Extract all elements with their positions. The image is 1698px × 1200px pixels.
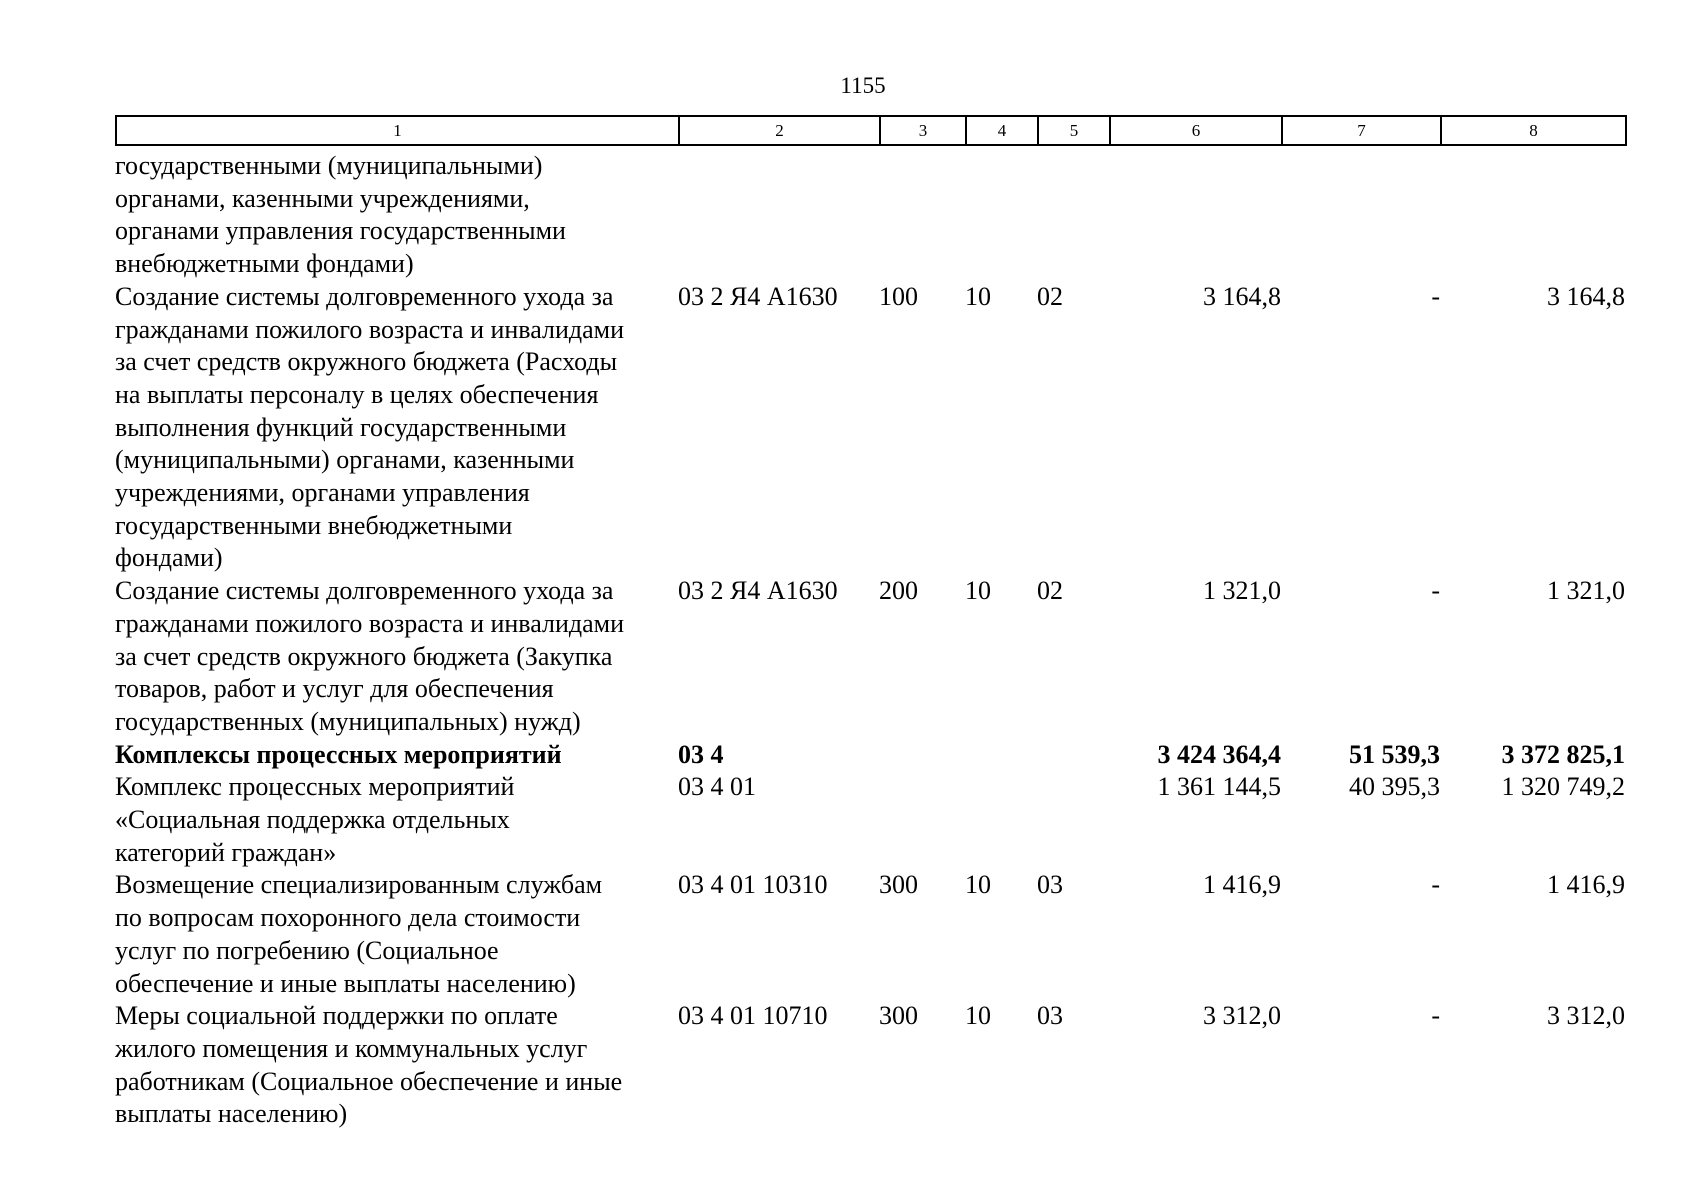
row-subsection: 03 xyxy=(1037,1001,1063,1031)
row-amount-federal: - xyxy=(1431,576,1440,606)
table-row xyxy=(115,739,1625,772)
description-line: Меры социальной поддержки по оплате xyxy=(115,1001,558,1031)
row-amount-regional: 3 312,0 xyxy=(1547,1001,1625,1031)
row-amount-federal xyxy=(1281,150,1440,281)
row-amount-total: 1 416,9 xyxy=(1203,870,1281,900)
row-section: 10 xyxy=(965,1001,991,1031)
row-amount-federal: 40 395,3 xyxy=(1349,772,1440,802)
row-code: 03 2 Я4 А1630 xyxy=(678,576,838,606)
row-description xyxy=(115,281,678,575)
header-cell-1: 1 xyxy=(116,116,679,145)
row-code: 03 4 01 10310 xyxy=(678,870,828,900)
description-line: государственных (муниципальных) нужд) xyxy=(115,706,581,736)
description-line: по вопросам похоронного дела стоимости xyxy=(115,903,581,933)
row-code xyxy=(678,150,879,281)
row-code: 03 2 Я4 А1630 xyxy=(678,281,838,311)
description-line: государственными внебюджетными xyxy=(115,510,513,540)
description-line: гражданами пожилого возраста и инвалидами xyxy=(115,608,625,638)
row-amount-total: 3 424 364,4 xyxy=(1157,739,1281,769)
description-line: товаров, работ и услуг для обеспечения xyxy=(115,674,554,704)
header-cell-6: 6 xyxy=(1110,116,1282,145)
table-row xyxy=(115,281,1625,575)
row-section xyxy=(965,150,1037,281)
description-line: фондами) xyxy=(115,543,223,573)
row-code: 03 4 xyxy=(678,739,724,769)
budget-table-body xyxy=(115,150,1625,1131)
row-amount-federal: - xyxy=(1431,281,1440,311)
table-row xyxy=(115,575,1625,739)
description-line: Возмещение специализированным службам xyxy=(115,870,603,900)
row-amount-total: 1 321,0 xyxy=(1203,576,1281,606)
row-amount-regional: 3 164,8 xyxy=(1547,281,1625,311)
row-amount-regional: 3 372 825,1 xyxy=(1501,739,1625,769)
row-subsection: 02 xyxy=(1037,281,1063,311)
description-line: Создание системы долговременного ухода за xyxy=(115,281,614,311)
row-expense-type: 300 xyxy=(879,870,918,900)
page-number: 1155 xyxy=(840,73,886,98)
row-subsection xyxy=(1037,739,1109,772)
row-code: 03 4 01 xyxy=(678,772,756,802)
description-line: Создание системы долговременного ухода за xyxy=(115,576,614,606)
row-subsection xyxy=(1037,150,1109,281)
column-number-header xyxy=(115,115,1627,146)
description-line: учреждениями, органами управления xyxy=(115,478,530,508)
description-line: государственными (муниципальными) xyxy=(115,151,543,180)
table-row xyxy=(115,869,1625,1000)
row-description xyxy=(115,575,678,739)
description-line: за счет средств окружного бюджета (Закупка xyxy=(115,641,613,671)
row-amount-total: 3 312,0 xyxy=(1203,1001,1281,1031)
row-amount-total xyxy=(1109,150,1281,281)
row-section: 10 xyxy=(965,281,991,311)
description-line: внебюджетными фондами) xyxy=(115,249,414,279)
row-description xyxy=(115,739,678,772)
row-expense-type: 100 xyxy=(879,281,918,311)
row-amount-regional: 1 416,9 xyxy=(1547,870,1625,900)
description-line: органами, казенными учреждениями, xyxy=(115,183,530,213)
row-amount-federal: - xyxy=(1431,870,1440,900)
table-row xyxy=(115,771,1625,869)
row-subsection xyxy=(1037,771,1109,869)
header-cell-5: 5 xyxy=(1038,116,1110,145)
row-amount-total: 3 164,8 xyxy=(1203,281,1281,311)
row-code: 03 4 01 10710 xyxy=(678,1001,828,1031)
description-line: «Социальная поддержка отдельных xyxy=(115,805,510,835)
description-line: жилого помещения и коммунальных услуг xyxy=(115,1033,588,1063)
row-amount-total: 1 361 144,5 xyxy=(1157,772,1281,802)
description-line: (муниципальными) органами, казенными xyxy=(115,445,575,475)
header-cell-8: 8 xyxy=(1441,116,1626,145)
description-line: Комплексы процессных мероприятий xyxy=(115,739,562,769)
table-row xyxy=(115,150,1625,281)
row-subsection: 02 xyxy=(1037,576,1063,606)
row-amount-federal: 51 539,3 xyxy=(1349,739,1440,769)
header-cell-4: 4 xyxy=(966,116,1038,145)
header-row xyxy=(116,116,1626,145)
row-amount-regional: 1 321,0 xyxy=(1547,576,1625,606)
description-line: выплаты населению) xyxy=(115,1099,348,1129)
description-line: гражданами пожилого возраста и инвалидами xyxy=(115,314,625,344)
table-row xyxy=(115,1000,1625,1131)
description-line: на выплаты персоналу в целях обеспечения xyxy=(115,379,599,409)
description-line: органами управления государственными xyxy=(115,216,566,246)
row-section: 10 xyxy=(965,870,991,900)
row-description xyxy=(115,869,678,1000)
row-section xyxy=(965,771,1037,869)
description-line: обеспечение и иные выплаты населению) xyxy=(115,968,576,998)
header-cell-2: 2 xyxy=(679,116,880,145)
row-expense-type: 200 xyxy=(879,576,918,606)
description-line: выполнения функций государственными xyxy=(115,412,567,442)
row-description xyxy=(115,150,678,281)
row-expense-type xyxy=(879,771,965,869)
description-line: категорий граждан» xyxy=(115,837,337,867)
row-section: 10 xyxy=(965,576,991,606)
row-description xyxy=(115,1000,678,1131)
row-description xyxy=(115,771,678,869)
row-expense-type xyxy=(879,739,965,772)
row-section xyxy=(965,739,1037,772)
header-cell-7: 7 xyxy=(1282,116,1441,145)
description-line: за счет средств окружного бюджета (Расходы xyxy=(115,347,618,377)
header-cell-3: 3 xyxy=(880,116,966,145)
row-amount-regional: 1 320 749,2 xyxy=(1501,772,1625,802)
row-amount-federal: - xyxy=(1431,1001,1440,1031)
row-expense-type: 300 xyxy=(879,1001,918,1031)
description-line: Комплекс процессных мероприятий xyxy=(115,772,515,802)
description-line: работникам (Социальное обеспечение и иные xyxy=(115,1066,623,1096)
row-subsection: 03 xyxy=(1037,870,1063,900)
description-line: услуг по погребению (Социальное xyxy=(115,935,499,965)
row-expense-type xyxy=(879,150,965,281)
budget-table xyxy=(115,150,1625,1131)
row-amount-regional xyxy=(1440,150,1625,281)
